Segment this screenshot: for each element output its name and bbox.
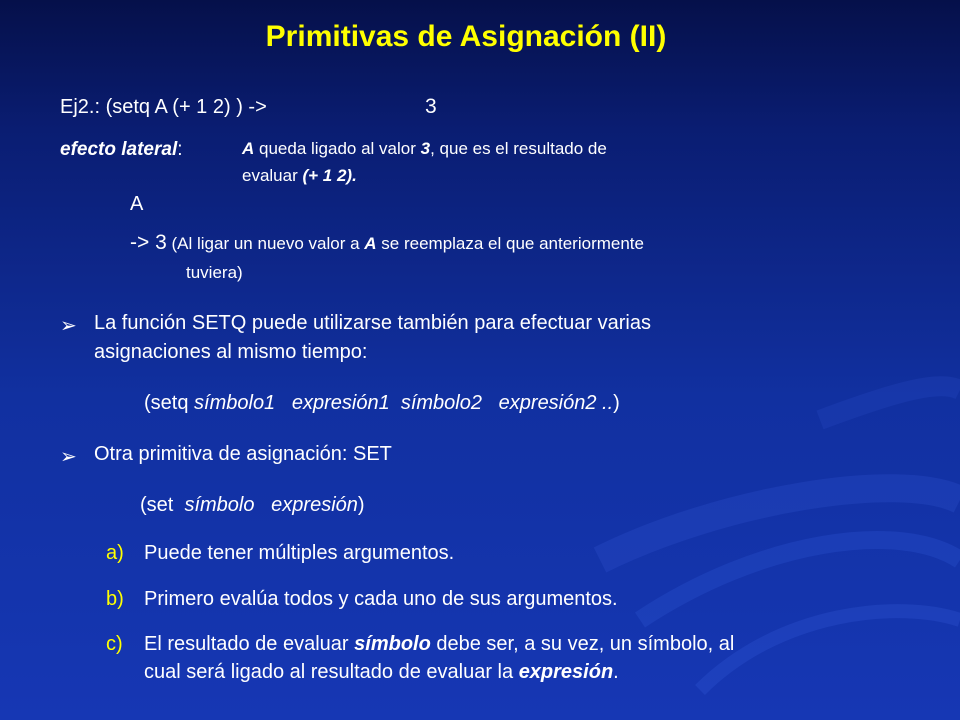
bullet-arrow-icon: ➢ — [60, 313, 77, 337]
set-s: símbolo — [184, 494, 255, 516]
side-effect-var: A — [242, 139, 255, 158]
item-a-text: Puede tener múltiples argumentos. — [144, 542, 455, 564]
side-effect-label-group — [60, 139, 183, 161]
set-syntax — [140, 494, 365, 517]
setq-close: ) — [613, 392, 620, 414]
bullet1-line1: La función SETQ puede utilizarse también para efectuar varias — [94, 312, 651, 334]
side-effect-val: 3 — [420, 139, 431, 158]
set-e: expresión — [271, 494, 358, 516]
side-effect-line2-a: evaluar — [242, 166, 303, 185]
setq-s1: símbolo1 — [194, 392, 276, 414]
eval-result-arrow: -> 3 — [130, 231, 167, 254]
bullet1-line2: asignaciones al mismo tiempo: — [94, 341, 368, 363]
example-result: 3 — [425, 95, 437, 118]
item-c-text-b: debe ser, a su vez, un símbolo, al — [430, 633, 735, 655]
item-c-line2-a: cual será ligado al resultado de evaluar la — [144, 661, 519, 683]
item-c-text-a: El resultado de evaluar — [144, 633, 355, 655]
eval-result-var: A — [364, 234, 377, 253]
setq-syntax — [144, 392, 620, 415]
set-close: ) — [357, 494, 365, 516]
eval-result-text2: se reemplaza el que anteriormente — [376, 234, 644, 253]
side-effect-text1: queda ligado al valor — [254, 139, 421, 158]
setq-s2: símbolo2 — [400, 392, 482, 414]
setq-e2: expresión2 .. — [498, 392, 614, 414]
item-c-line1 — [144, 633, 734, 656]
set-open: (set — [140, 494, 179, 516]
setq-e1: expresión1 — [291, 392, 390, 414]
setq-open: (setq — [144, 392, 195, 414]
eval-var: A — [130, 193, 144, 215]
item-b-letter: b) — [106, 588, 124, 610]
bullet2-text: Otra primitiva de asignación: SET — [94, 443, 392, 465]
slide-title: Primitivas de Asignación (II) — [265, 20, 667, 53]
item-c-line2 — [144, 661, 619, 684]
side-effect-line2-b: (+ 1 2). — [302, 166, 357, 185]
side-effect-line1 — [242, 139, 607, 159]
eval-result-line1 — [130, 231, 644, 255]
item-c-bold-a: símbolo — [354, 633, 431, 655]
item-c-letter: c) — [106, 633, 123, 655]
example-code: Ej2.: (setq A (+ 1 2) ) -> — [60, 96, 267, 118]
side-effect-line2 — [242, 166, 357, 186]
side-effect-colon: : — [177, 139, 183, 160]
eval-result-text1: (Al ligar un nuevo valor a — [166, 234, 365, 253]
item-a-letter: a) — [106, 542, 124, 564]
side-effect-text2: , que es el resultado de — [430, 139, 607, 158]
item-b-text: Primero evalúa todos y cada uno de sus argumentos. — [144, 588, 618, 610]
eval-result-line2: tuviera) — [186, 263, 243, 282]
bullet-arrow-icon: ➢ — [60, 444, 77, 468]
side-effect-label: efecto lateral — [60, 139, 178, 160]
item-c-line2-b: . — [613, 661, 619, 683]
item-c-bold-b: expresión — [518, 661, 614, 683]
